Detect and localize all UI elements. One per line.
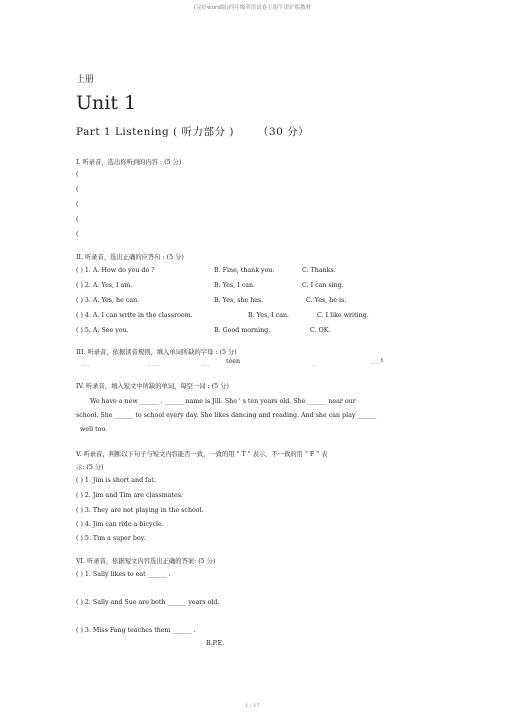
section-4-title: IV. 听录音，填入短文中所缺的单词，每空一词 : (5 分) [76,383,229,390]
section-2-option-b: B. Yes, I can. [214,282,256,289]
passage-line: We have a new ______ . ______ name is Jill. She ' s ten years old. She ______ near our [90,398,356,405]
section-2-option-c: C. Thanks. [302,267,336,274]
section-2-option-b: B. Fine, thank you. [214,267,275,274]
section-1-paren: ( [76,231,79,238]
letter-blank: _ [313,360,316,366]
section-3-title: III. 听录音，依据读音规则，填入单词所缺的字母 : (5 分) [76,349,237,356]
part-score: （30 分） [257,126,310,138]
answer-choices: B.P.E. [206,640,225,647]
section-2-option-b: B. Yes, I can. [248,312,290,319]
word-fragment: teen [226,358,241,365]
passage-line: school. She ______ to school every day. She likes dancing and reading. And she can play ______ [76,412,377,419]
section-6-title: VI. 听录音，依据短文内容选出正确的答案: (5 分) [76,558,216,565]
section-5-title: V. 听录音，判断以下句子与短文内容能否一致，一致的用 " T " 表示，不一致的用 " F " 表 [76,451,328,458]
section-1-paren: ( [76,186,79,193]
section-2-option-c: C. Yes, he is. [306,297,347,304]
fill-item: ( ) 3. Miss Fang teaches them ______ . [76,627,196,634]
tf-item: ( ) 5. Tim a super boy. [76,535,146,542]
section-5-title-cont: 示: (5 分) [76,464,104,471]
document-header: (完好word版)四年级英语试卷上册牛津沪版教材 [193,5,312,11]
section-2-question: ( ) 5. A. See you. [76,327,129,334]
section-2-option-c: C. I like writing. [317,312,369,319]
section-2-option-b: B. Yes, she has. [214,297,264,304]
section-2-question: ( ) 1. A. How do you do ? [76,267,155,274]
part-name: Part 1 Listening ( 听力部分 ) [76,126,234,138]
section-2-question: ( ) 4. A. I can write in the classroom. [76,312,193,319]
section-2-title: II. 听录音，选出正确的应答句 : (5 分) [76,254,184,261]
letter-blank: _ _ _ [148,360,159,366]
fill-item: ( ) 2. Sally and Sue are both ______ years old. [76,599,220,606]
section-1-paren: ( [76,171,79,178]
tf-item: ( ) 4. Jim can ride a bicycle. [76,521,164,528]
letter-blank: _ _ [203,360,210,366]
page-number: 1 / 17 [245,703,260,709]
passage-line: well too. [80,426,108,433]
section-2-option-c: C. OK. [310,327,331,334]
unit-title: Unit 1 [76,92,137,114]
tf-item: ( ) 2. Jim and Tim are classmates. [76,492,183,499]
section-2-option-b: B. Good morning. [214,327,271,334]
section-2-question: ( ) 3. A. Yes, he can. [76,297,140,304]
fill-item: ( ) 1. Sally likes to eat ______ . [76,571,171,578]
section-2-question: ( ) 2. A. Yes, I am. [76,282,133,289]
letter-blank: _ _ [83,360,90,366]
tf-item: ( ) 3. They are not playing in the school. [76,507,204,514]
part-title [76,124,309,139]
tf-item: ( ) 1. Jim is short and fat. [76,477,156,484]
section-1-title: I. 听录音，选出你听到的内容 : (5 分) [76,159,182,166]
section-1-paren: ( [76,216,79,223]
volume-label: 上册 [76,75,95,85]
letter-blank: _ _ t [372,358,384,364]
section-2-option-c: C. I can sing. [302,282,344,289]
section-1-paren: ( [76,201,79,208]
